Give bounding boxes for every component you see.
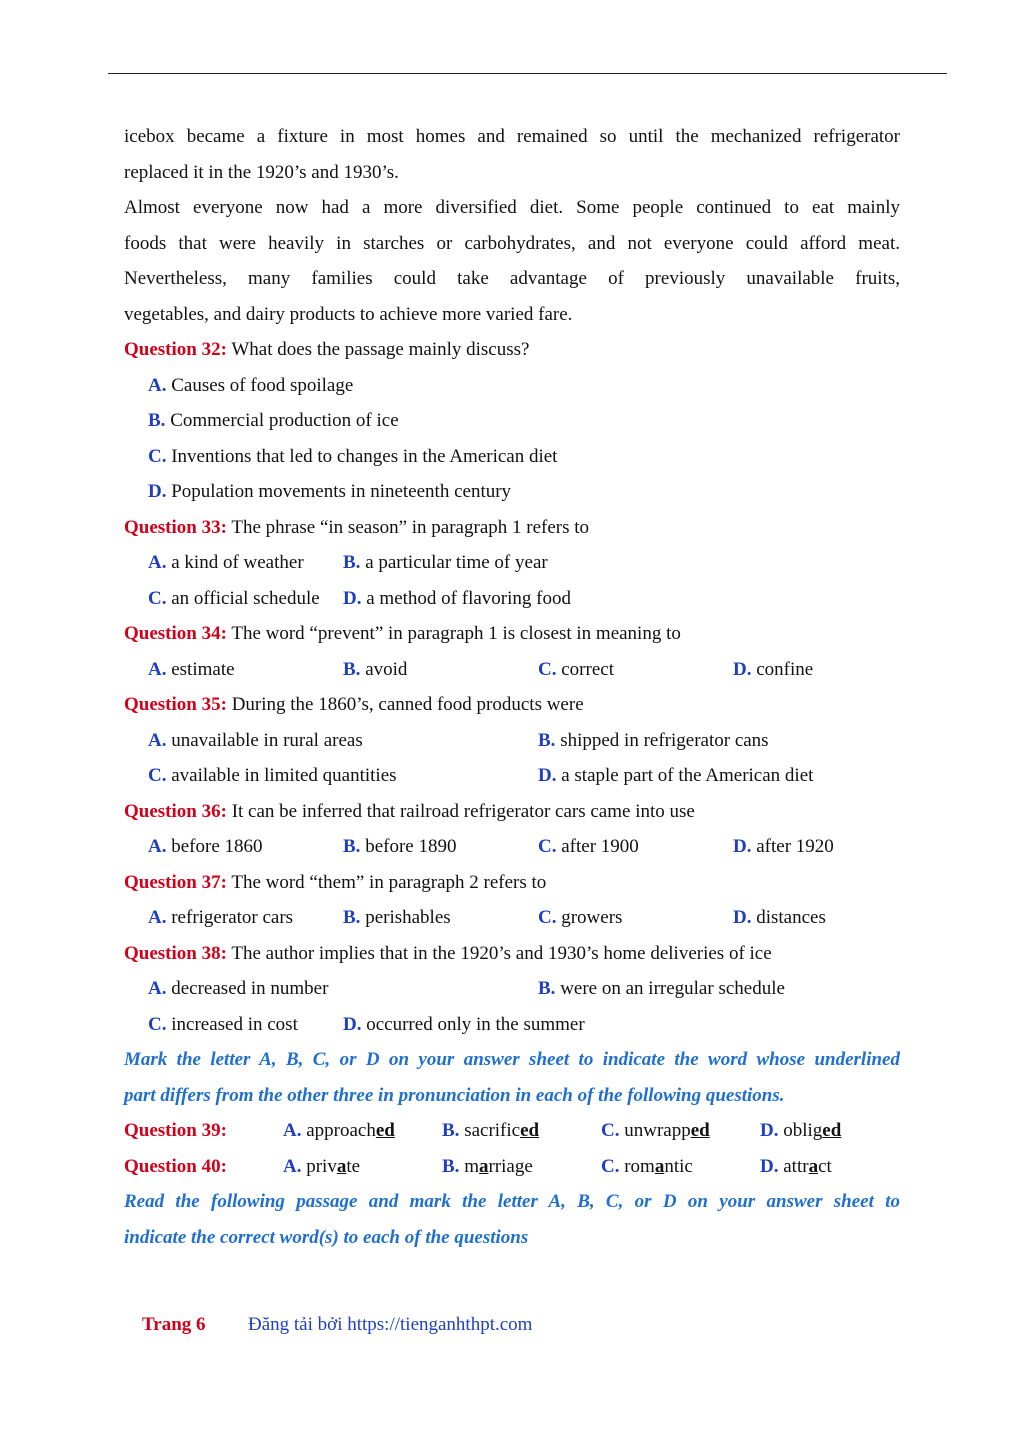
option-word-end: te [346,1155,361,1177]
underlined-part: a [336,1155,347,1177]
option-text: a staple part of the American diet [556,765,814,786]
question-label: Question 39: [124,1120,227,1141]
option-text: after 1900 [556,836,639,857]
question-33 [124,510,900,546]
option-text: a particular time of year [360,552,548,573]
page-footer [142,1314,533,1336]
option-c[interactable] [601,1149,693,1185]
option-b[interactable] [442,1113,539,1149]
option-word: priv [301,1155,337,1177]
options-row [124,581,900,617]
option-text: before 1860 [166,836,263,857]
option-d[interactable] [760,1149,832,1185]
instruction-line: part differs from the other three in pronunciation in each of the following questions. [124,1084,785,1106]
option-letter: C. [148,765,167,786]
underlined-part: ed [822,1120,842,1141]
option-text: were on an irregular schedule [555,978,785,999]
option-text: a kind of weather [166,552,304,573]
question-label: Question 37: [124,871,227,893]
option-letter: C. [538,658,557,680]
option-a[interactable] [148,723,363,759]
question-38 [124,936,900,972]
option-letter: C. [148,587,167,609]
question-text: During the 1860’s, canned food products were [226,694,584,715]
option-letter: D. [343,1013,362,1035]
question-text: The word “them” in paragraph 2 refers to [226,871,547,893]
option-c[interactable] [538,652,614,688]
option-letter: A. [148,658,167,680]
option-b[interactable] [124,403,900,439]
passage-line: replaced it in the 1920’s and 1930’s. [124,161,399,183]
option-text: perishables [360,907,451,928]
option-b[interactable] [343,545,548,581]
option-letter: B. [343,836,361,857]
option-a[interactable] [148,971,328,1007]
option-a[interactable] [148,900,293,936]
option-text: occurred only in the summer [361,1013,585,1035]
option-text: Population movements in nineteenth century [166,481,512,502]
question-text: It can be inferred that railroad refrigerator cars came into use [226,800,695,822]
option-d[interactable] [733,900,826,936]
option-letter: B. [148,410,166,431]
passage-line: Nevertheless, many families could take advantage of previously unavailable fruits, [124,268,900,289]
option-c[interactable] [538,900,622,936]
option-letter: D. [343,587,362,609]
question-label: Question 34: [124,623,227,644]
option-text: an official schedule [166,587,320,609]
passage-line: vegetables, and dairy products to achieve more varied fare. [124,303,573,325]
underlined-part: a [808,1155,819,1177]
option-word: sacrific [459,1120,521,1141]
option-c[interactable] [148,581,320,617]
header-rule [108,73,947,74]
question-37 [124,865,900,901]
option-a[interactable] [124,368,900,404]
option-b[interactable] [343,900,451,936]
option-letter: D. [733,836,752,857]
option-text: shipped in refrigerator cans [555,729,769,751]
options-row [124,829,900,865]
option-text: before 1890 [360,836,457,857]
option-c[interactable] [601,1113,710,1149]
underlined-part: ed [690,1120,710,1141]
underlined-part: ed [375,1120,395,1141]
options-row [124,723,900,759]
option-c[interactable] [124,439,900,475]
option-text: Causes of food spoilage [166,374,354,396]
option-letter: C. [538,836,557,857]
option-letter: B. [442,1120,460,1141]
options-row [124,545,900,581]
question-40 [124,1149,900,1185]
question-text: What does the passage mainly discuss? [226,339,530,360]
question-text: The word “prevent” in paragraph 1 is closest in meaning to [226,623,681,644]
option-text: avoid [360,658,408,680]
option-letter: D. [733,907,752,928]
option-b[interactable] [538,971,785,1007]
option-word-end: ct [818,1155,832,1177]
passage-line: icebox became a fixture in most homes and remained so until the mechanized refrigerator [124,126,900,147]
question-35 [124,687,900,723]
option-text: distances [751,907,826,928]
option-word: oblig [778,1120,823,1141]
options-row [124,900,900,936]
question-34 [124,616,900,652]
option-text: increased in cost [166,1013,298,1035]
question-text: The phrase “in season” in paragraph 1 refers to [226,516,590,538]
options-row [124,758,900,794]
option-d[interactable] [760,1113,841,1149]
option-text: unavailable in rural areas [166,729,363,751]
option-letter: D. [733,658,752,680]
option-text: available in limited quantities [166,765,397,786]
option-d[interactable] [538,758,813,794]
option-a[interactable] [148,829,263,865]
option-text: after 1920 [751,836,834,857]
passage-line: Almost everyone now had a more diversified diet. Some people continued to eat mainly [124,197,900,218]
option-c[interactable] [538,829,639,865]
option-letter: A. [148,907,167,928]
instruction-line: Read the following passage and mark the letter A, B, C, or D on your answer sheet to [124,1191,900,1212]
question-label: Question 32: [124,339,227,360]
underlined-part: a [654,1155,665,1177]
option-d[interactable] [733,652,813,688]
option-letter: D. [760,1155,779,1177]
option-d[interactable] [733,829,834,865]
option-word: approach [301,1120,376,1141]
option-word-end: rriage [488,1155,533,1177]
question-36 [124,794,900,830]
question-text: The author implies that in the 1920’s and 1930’s home deliveries of ice [226,942,772,964]
option-c[interactable] [148,758,397,794]
option-word: unwrapp [619,1120,691,1141]
option-a[interactable] [283,1149,360,1185]
option-b[interactable] [343,829,456,865]
option-letter: A. [148,374,167,396]
options-row [124,971,900,1007]
option-a[interactable] [283,1113,395,1149]
option-letter: C. [601,1155,620,1177]
instruction-line: indicate the correct word(s) to each of the questions [124,1226,529,1248]
option-letter: B. [538,978,556,999]
option-letter: C. [148,1013,167,1035]
option-c[interactable] [148,1007,298,1043]
option-letter: B. [343,907,361,928]
option-text: growers [556,907,623,928]
question-label: Question 38: [124,942,227,964]
option-letter: B. [442,1155,460,1177]
question-32 [124,332,900,368]
option-letter: A. [148,836,167,857]
option-text: Inventions that led to changes in the American diet [166,445,558,467]
option-text: estimate [166,658,235,680]
option-d[interactable] [124,474,900,510]
option-a[interactable] [148,652,235,688]
option-b[interactable] [442,1149,533,1185]
option-word: m [459,1155,479,1177]
option-letter: A. [148,978,167,999]
option-b[interactable] [538,723,769,759]
option-word: attr [778,1155,809,1177]
question-label: Question 33: [124,516,227,538]
option-letter: A. [283,1155,302,1177]
option-letter: B. [343,658,361,680]
option-letter: C. [601,1120,620,1141]
option-b[interactable] [343,652,407,688]
option-d[interactable] [343,1007,585,1043]
option-letter: D. [148,481,167,502]
uploaded-by-link[interactable]: Đăng tải bởi https://tienganhthpt.com [248,1314,533,1335]
option-letter: C. [148,445,167,467]
option-letter: A. [148,552,167,573]
option-word: rom [619,1155,655,1177]
options-row [124,1007,900,1043]
option-letter: C. [538,907,557,928]
options-row [124,652,900,688]
option-text: refrigerator cars [166,907,294,928]
instruction-line: Mark the letter A, B, C, or D on your answer sheet to indicate the word whose underlined [124,1049,900,1070]
option-text: confine [751,658,814,680]
option-a[interactable] [148,545,304,581]
question-label: Question 36: [124,800,227,822]
question-label: Question 40: [124,1155,227,1177]
page-number: Trang 6 [142,1314,206,1335]
option-letter: B. [538,729,556,751]
option-d[interactable] [343,581,571,617]
option-word-end: ntic [664,1155,693,1177]
option-letter: A. [148,729,167,751]
question-39 [124,1113,900,1149]
option-letter: D. [760,1120,779,1141]
underlined-part: a [478,1155,489,1177]
option-letter: D. [538,765,557,786]
page-content [124,119,900,1255]
passage-line: foods that were heavily in starches or carbohydrates, and not everyone could afford meat. [124,232,900,254]
option-text: Commercial production of ice [165,410,399,431]
option-letter: A. [283,1120,302,1141]
option-text: decreased in number [166,978,329,999]
underlined-part: ed [520,1120,540,1141]
option-text: correct [556,658,614,680]
option-letter: B. [343,552,361,573]
option-text: a method of flavoring food [361,587,571,609]
question-label: Question 35: [124,694,227,715]
